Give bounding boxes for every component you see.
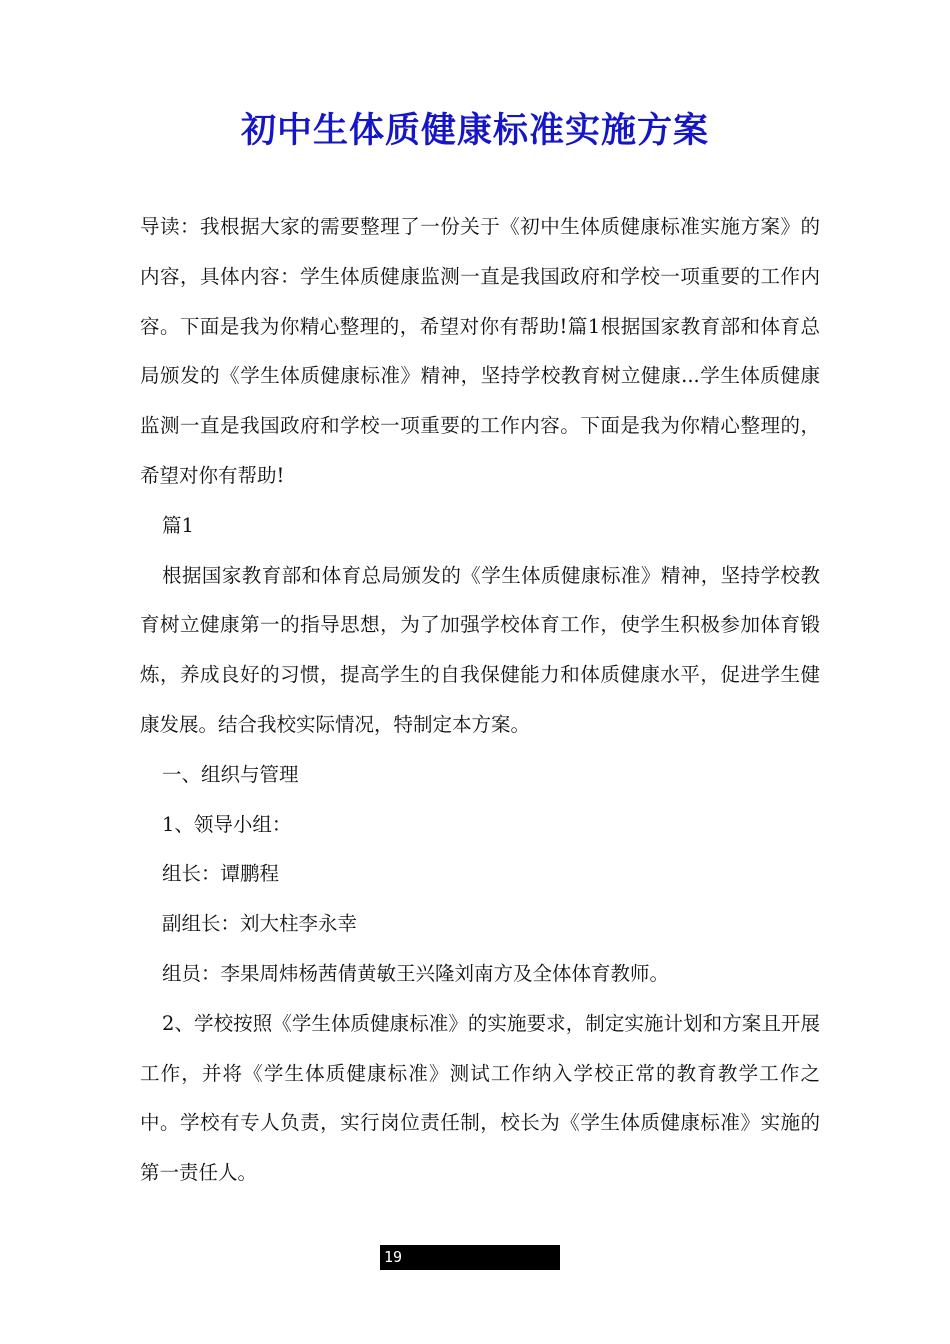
document-title: 初中生体质健康标准实施方案: [240, 110, 709, 151]
section-label: 篇1: [162, 513, 194, 537]
section-heading: 一、组织与管理: [162, 762, 299, 786]
list-item: 副组长：刘大柱李永幸: [162, 912, 358, 936]
page-number: 19: [380, 1245, 560, 1270]
body-paragraph: 根据国家教育部和体育总局颁发的《学生体质健康标准》精神，坚持学校教育树立健康第一的指导思想，为了加强学校体育工作，使学生积极参加体育锻炼，养成良好的习惯，提高学生的自我保健能力和体质健康水平，促进学生健康发展。结合我校实际情况，特制定本方案。: [140, 563, 820, 736]
list-item: 组员：李果周炜杨茜倩黄敏王兴隆刘南方及全体体育教师。: [162, 961, 670, 985]
list-item: 组长：谭鹏程: [162, 862, 280, 886]
body-paragraph: 2、学校按照《学生体质健康标准》的实施要求，制定实施计划和方案且开展工作，并将《学生体质健康标准》测试工作纳入学校正常的教育教学工作之中。学校有专人负责，实行岗位责任制，校长为《学生体质健康标准》实施的第一责任人。: [140, 1011, 820, 1185]
intro-paragraph: 导读：我根据大家的需要整理了一份关于《初中生体质健康标准实施方案》的内容，具体内容：学生体质健康监测一直是我国政府和学校一项重要的工作内容。下面是我为你精心整理的，希望对你有帮助!篇1根据国家教育部和体育总局颁发的《学生体质健康标准》精神，坚持学校教育树立健康...学生体质健康监测一直是我国政府和学校一项重要的工作内容。下面是我为你精心整理的，希望对你有帮助!: [140, 215, 820, 487]
document-body: [140, 202, 820, 1198]
list-item: 1、领导小组：: [162, 812, 292, 836]
